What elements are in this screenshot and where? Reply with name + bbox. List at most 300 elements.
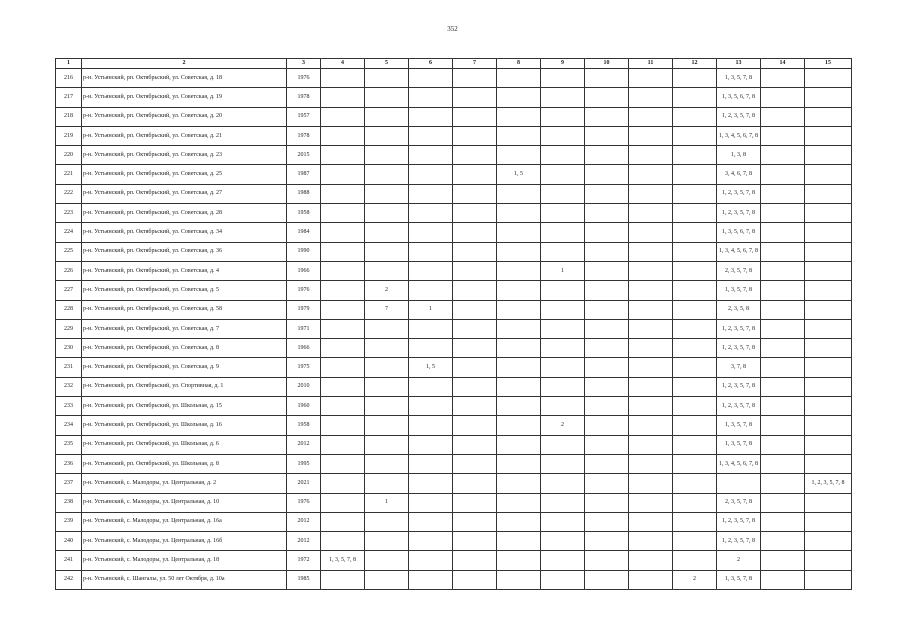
address-cell: р-н. Устьянский, рп. Октябрьский, ул. Школьная, д. 6 (82, 435, 287, 454)
row-number-cell: 218 (56, 107, 82, 126)
table-row (56, 474, 852, 493)
table-row (56, 146, 852, 165)
table-row (56, 107, 852, 126)
table-cell (585, 184, 629, 203)
table-cell (673, 107, 717, 126)
address-cell: р-н. Устьянский, рп. Октябрьский, ул. Советская, д. 27 (82, 184, 287, 203)
table-row (56, 512, 852, 531)
table-cell: 3, 7, 8 (717, 358, 761, 377)
table-cell (805, 261, 852, 280)
year-cell: 1958 (287, 416, 321, 435)
table-body (56, 69, 852, 590)
table-row (56, 204, 852, 223)
table-cell (453, 454, 497, 473)
table-cell (321, 397, 365, 416)
table-cell (629, 146, 673, 165)
table-cell (321, 512, 365, 531)
table-cell (585, 454, 629, 473)
table-cell (409, 416, 453, 435)
table-cell (673, 416, 717, 435)
table-cell (409, 88, 453, 107)
table-cell (321, 532, 365, 551)
address-cell: р-н. Устьянский, рп. Октябрьский, ул. Школьная, д. 8 (82, 454, 287, 473)
table-row (56, 88, 852, 107)
table-cell (453, 377, 497, 396)
table-cell (541, 512, 585, 531)
table-cell (585, 532, 629, 551)
table-cell (805, 570, 852, 589)
table-cell (497, 261, 541, 280)
address-cell: р-н. Устьянский, рп. Октябрьский, ул. Советская, д. 4 (82, 261, 287, 280)
table-cell (409, 184, 453, 203)
table-cell (365, 532, 409, 551)
table-cell (673, 300, 717, 319)
table-cell (629, 184, 673, 203)
column-header-2: 2 (82, 59, 287, 69)
column-header-6: 6 (409, 59, 453, 69)
table-cell: 2, 3, 5, 7, 8 (717, 493, 761, 512)
table-cell (585, 107, 629, 126)
table-cell (629, 204, 673, 223)
table-row (56, 281, 852, 300)
address-cell: р-н. Устьянский, рп. Октябрьский, ул. Советская, д. 21 (82, 126, 287, 145)
table-cell (453, 551, 497, 570)
row-number-cell: 230 (56, 339, 82, 358)
table-cell (409, 107, 453, 126)
address-cell: р-н. Устьянский, рп. Октябрьский, ул. Советская, д. 20 (82, 107, 287, 126)
table-cell (805, 223, 852, 242)
page-number: 352 (447, 25, 458, 33)
table-row (56, 532, 852, 551)
table-cell (453, 416, 497, 435)
table-cell (365, 165, 409, 184)
table-cell (629, 358, 673, 377)
table-row (56, 493, 852, 512)
year-cell: 1966 (287, 339, 321, 358)
row-number-cell: 233 (56, 397, 82, 416)
address-cell: р-н. Устьянский, рп. Октябрьский, ул. Школьная, д. 16 (82, 416, 287, 435)
column-header-3: 3 (287, 59, 321, 69)
table-cell: 1 (541, 261, 585, 280)
table-cell (365, 261, 409, 280)
address-cell: р-н. Устьянский, с. Шангалы, ул. 50 лет Октября, д. 10а (82, 570, 287, 589)
table-cell (365, 319, 409, 338)
table-cell (409, 454, 453, 473)
table-cell: 1 (365, 493, 409, 512)
table-row (56, 242, 852, 261)
table-cell (321, 570, 365, 589)
row-number-cell: 223 (56, 204, 82, 223)
table-cell: 3, 4, 6, 7, 8 (717, 165, 761, 184)
table-cell (673, 242, 717, 261)
table-cell (365, 454, 409, 473)
column-header-9: 9 (541, 59, 585, 69)
column-header-12: 12 (673, 59, 717, 69)
table-cell (629, 570, 673, 589)
table-cell (409, 242, 453, 261)
table-cell: 1, 2, 3, 5, 7, 8 (805, 474, 852, 493)
table-cell (365, 223, 409, 242)
column-header-5: 5 (365, 59, 409, 69)
table-cell (497, 358, 541, 377)
table-cell (321, 474, 365, 493)
table-cell (321, 281, 365, 300)
table-row (56, 300, 852, 319)
table-cell (497, 512, 541, 531)
table-cell: 2, 3, 5, 7, 8 (717, 261, 761, 280)
table-cell (365, 242, 409, 261)
table-cell (805, 339, 852, 358)
column-header-10: 10 (585, 59, 629, 69)
row-number-cell: 242 (56, 570, 82, 589)
table-cell (585, 242, 629, 261)
table-cell (497, 474, 541, 493)
table-cell (585, 474, 629, 493)
table-cell (497, 493, 541, 512)
table-cell (629, 435, 673, 454)
year-cell: 1985 (287, 570, 321, 589)
year-cell: 1987 (287, 165, 321, 184)
year-cell: 1995 (287, 454, 321, 473)
table-cell (365, 397, 409, 416)
table-cell (321, 339, 365, 358)
table-cell (321, 261, 365, 280)
table-cell (585, 435, 629, 454)
table-cell (365, 184, 409, 203)
table-cell (321, 416, 365, 435)
table-cell (673, 281, 717, 300)
table-cell (673, 69, 717, 88)
address-cell: р-н. Устьянский, рп. Октябрьский, ул. Советская, д. 28 (82, 204, 287, 223)
header-row (56, 59, 852, 69)
year-cell: 1971 (287, 319, 321, 338)
row-number-cell: 221 (56, 165, 82, 184)
table-cell (629, 512, 673, 531)
table-cell (629, 416, 673, 435)
table-cell (761, 570, 805, 589)
table-cell: 1, 5 (409, 358, 453, 377)
address-cell: р-н. Устьянский, рп. Октябрьский, ул. Советская, д. 25 (82, 165, 287, 184)
table-cell (629, 339, 673, 358)
table-cell (805, 281, 852, 300)
table-cell (365, 358, 409, 377)
table-cell (409, 69, 453, 88)
table-cell (541, 146, 585, 165)
table-row (56, 377, 852, 396)
table-cell (453, 339, 497, 358)
table-cell (629, 397, 673, 416)
table-cell (453, 512, 497, 531)
table-cell (629, 88, 673, 107)
year-cell: 2012 (287, 435, 321, 454)
table-cell (365, 416, 409, 435)
table-cell (585, 281, 629, 300)
table-cell (761, 512, 805, 531)
table-cell (629, 319, 673, 338)
table-cell (585, 493, 629, 512)
table-cell (453, 69, 497, 88)
table-cell (761, 319, 805, 338)
table-cell: 1, 2, 3, 5, 7, 8 (717, 107, 761, 126)
table-cell (409, 319, 453, 338)
table-cell (365, 551, 409, 570)
table-cell (761, 493, 805, 512)
address-cell: р-н. Устьянский, рп. Октябрьский, ул. Советская, д. 18 (82, 69, 287, 88)
table-cell (409, 146, 453, 165)
year-cell: 2012 (287, 512, 321, 531)
table-cell (805, 358, 852, 377)
row-number-cell: 234 (56, 416, 82, 435)
year-cell: 1978 (287, 126, 321, 145)
table-cell (365, 377, 409, 396)
column-header-1: 1 (56, 59, 82, 69)
table-cell (673, 397, 717, 416)
table-cell (673, 532, 717, 551)
table-cell (805, 204, 852, 223)
row-number-cell: 220 (56, 146, 82, 165)
address-cell: р-н. Устьянский, рп. Октябрьский, ул. Советская, д. 7 (82, 319, 287, 338)
table-cell (497, 435, 541, 454)
table-cell (497, 532, 541, 551)
table-row (56, 435, 852, 454)
table-row (56, 126, 852, 145)
table-cell (497, 416, 541, 435)
table-cell (585, 88, 629, 107)
table-cell (629, 165, 673, 184)
table-cell (761, 377, 805, 396)
table-cell (761, 532, 805, 551)
table-cell (761, 165, 805, 184)
table-cell (321, 454, 365, 473)
table-cell: 7 (365, 300, 409, 319)
table-cell (673, 512, 717, 531)
table-cell (585, 377, 629, 396)
table-cell (497, 204, 541, 223)
table-cell (409, 339, 453, 358)
table-cell (453, 126, 497, 145)
year-cell: 1975 (287, 358, 321, 377)
year-cell: 1979 (287, 300, 321, 319)
table-cell (497, 126, 541, 145)
column-header-14: 14 (761, 59, 805, 69)
table-cell (761, 223, 805, 242)
row-number-cell: 240 (56, 532, 82, 551)
table-cell (585, 204, 629, 223)
row-number-cell: 229 (56, 319, 82, 338)
table-cell (805, 242, 852, 261)
table-cell (453, 300, 497, 319)
table-cell (761, 397, 805, 416)
table-cell (321, 126, 365, 145)
address-cell: р-н. Устьянский, рп. Октябрьский, ул. Советская, д. 58 (82, 300, 287, 319)
table-cell (673, 435, 717, 454)
table-cell: 1, 2, 3, 5, 7, 8 (717, 397, 761, 416)
address-cell: р-н. Устьянский, с. Малодоры, ул. Центральная, д. 16б (82, 532, 287, 551)
table-cell (365, 88, 409, 107)
table-cell (585, 397, 629, 416)
row-number-cell: 228 (56, 300, 82, 319)
table-cell (453, 532, 497, 551)
table-cell (761, 126, 805, 145)
row-number-cell: 236 (56, 454, 82, 473)
table-cell (453, 474, 497, 493)
table-cell (761, 358, 805, 377)
table-cell (805, 300, 852, 319)
table-cell (541, 300, 585, 319)
table-row (56, 184, 852, 203)
table-cell (761, 146, 805, 165)
year-cell: 1990 (287, 242, 321, 261)
table-cell (629, 69, 673, 88)
address-cell: р-н. Устьянский, рп. Октябрьский, ул. Советская, д. 19 (82, 88, 287, 107)
table-cell (673, 493, 717, 512)
table-cell (673, 454, 717, 473)
year-cell: 1966 (287, 261, 321, 280)
table-cell (673, 474, 717, 493)
table-cell (497, 397, 541, 416)
table-cell (365, 126, 409, 145)
table-cell (541, 474, 585, 493)
table-cell (453, 184, 497, 203)
table-cell (805, 88, 852, 107)
year-cell: 1976 (287, 69, 321, 88)
table-cell: 1, 3, 5, 7, 8 (321, 551, 365, 570)
table-cell (629, 300, 673, 319)
table-cell (541, 69, 585, 88)
table-cell: 1, 3, 5, 7, 8 (717, 416, 761, 435)
table-cell (585, 165, 629, 184)
table-cell (453, 88, 497, 107)
table-cell (409, 435, 453, 454)
table-cell: 1, 3, 5, 7, 8 (717, 69, 761, 88)
table-cell (585, 358, 629, 377)
table-cell: 1 (409, 300, 453, 319)
table-cell (321, 377, 365, 396)
table-cell (541, 339, 585, 358)
table-cell: 1, 2, 3, 5, 7, 8 (717, 512, 761, 531)
year-cell: 1960 (287, 397, 321, 416)
table-cell (761, 300, 805, 319)
table-cell (541, 377, 585, 396)
table-cell (585, 416, 629, 435)
table-cell (409, 377, 453, 396)
table-cell (541, 126, 585, 145)
table-cell (805, 493, 852, 512)
address-cell: р-н. Устьянский, с. Малодоры, ул. Центральная, д. 2 (82, 474, 287, 493)
column-header-13: 13 (717, 59, 761, 69)
table-cell (761, 261, 805, 280)
table-cell (805, 126, 852, 145)
table-row (56, 358, 852, 377)
table-cell (541, 532, 585, 551)
row-number-cell: 224 (56, 223, 82, 242)
address-cell: р-н. Устьянский, рп. Октябрьский, ул. Советская, д. 5 (82, 281, 287, 300)
table-cell (541, 551, 585, 570)
table-cell (453, 261, 497, 280)
table-cell (761, 184, 805, 203)
table-cell (497, 184, 541, 203)
table-cell (409, 532, 453, 551)
table-cell (629, 281, 673, 300)
table-cell (497, 223, 541, 242)
table-cell (409, 551, 453, 570)
table-cell (453, 107, 497, 126)
year-cell: 1976 (287, 493, 321, 512)
table-cell (321, 107, 365, 126)
table-cell (629, 261, 673, 280)
table-row (56, 551, 852, 570)
table-cell (585, 551, 629, 570)
table-cell (805, 532, 852, 551)
table-cell (629, 532, 673, 551)
row-number-cell: 226 (56, 261, 82, 280)
address-cell: р-н. Устьянский, рп. Октябрьский, ул. Школьная, д. 15 (82, 397, 287, 416)
row-number-cell: 237 (56, 474, 82, 493)
table-cell (805, 512, 852, 531)
table-cell (453, 242, 497, 261)
table-cell (321, 242, 365, 261)
table-cell (805, 107, 852, 126)
table-cell (805, 397, 852, 416)
year-cell: 1976 (287, 281, 321, 300)
table-cell (673, 223, 717, 242)
table-cell (497, 88, 541, 107)
table-cell (805, 551, 852, 570)
year-cell: 1957 (287, 107, 321, 126)
table-cell (585, 339, 629, 358)
table-cell (761, 242, 805, 261)
table-cell (409, 493, 453, 512)
table-cell (541, 281, 585, 300)
table-cell (409, 261, 453, 280)
table-cell (409, 570, 453, 589)
table-cell (673, 204, 717, 223)
table-cell: 1, 3, 5, 6, 7, 8 (717, 88, 761, 107)
column-header-15: 15 (805, 59, 852, 69)
table-cell (365, 339, 409, 358)
year-cell: 1988 (287, 184, 321, 203)
table-cell (497, 570, 541, 589)
column-header-11: 11 (629, 59, 673, 69)
table-cell (497, 242, 541, 261)
table-cell (409, 397, 453, 416)
table-cell (409, 223, 453, 242)
table-cell: 1, 3, 4, 5, 6, 7, 8 (717, 126, 761, 145)
table-cell (585, 146, 629, 165)
table-cell (805, 377, 852, 396)
table-cell (761, 69, 805, 88)
table-cell (321, 204, 365, 223)
table-cell (453, 223, 497, 242)
table-cell (321, 184, 365, 203)
table-cell (673, 358, 717, 377)
table-cell (409, 474, 453, 493)
table-row (56, 165, 852, 184)
table-cell (409, 165, 453, 184)
year-cell: 2021 (287, 474, 321, 493)
registry-table (55, 58, 852, 590)
table-cell: 1, 2, 3, 5, 7, 8 (717, 184, 761, 203)
year-cell: 1958 (287, 204, 321, 223)
table-cell (629, 107, 673, 126)
table-cell (541, 204, 585, 223)
table-cell: 1, 2, 3, 5, 7, 8 (717, 377, 761, 396)
column-header-4: 4 (321, 59, 365, 69)
table-cell: 2, 3, 5, 8 (717, 300, 761, 319)
table-cell (497, 319, 541, 338)
table-cell (453, 493, 497, 512)
table-cell (497, 377, 541, 396)
